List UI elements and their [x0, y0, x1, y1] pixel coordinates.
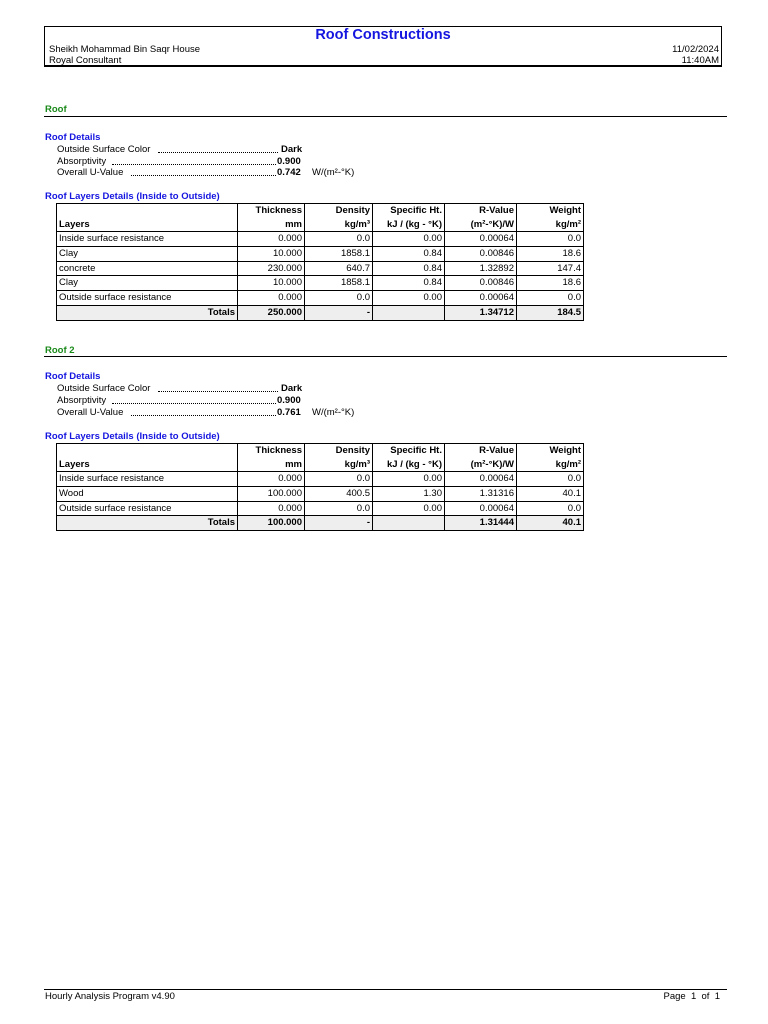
- section-divider: [44, 356, 727, 357]
- detail-label: Outside Surface Color: [57, 144, 151, 155]
- outside-surface-color-row: [57, 383, 377, 394]
- report-time: 11:40AM: [681, 55, 719, 66]
- program-name: Hourly Analysis Program v4.90: [45, 991, 175, 1002]
- dotted-leader: [158, 152, 278, 153]
- dotted-leader: [112, 403, 276, 404]
- thickness-cell: 0.000: [238, 472, 305, 487]
- table-header-row: [57, 204, 584, 218]
- thickness-cell: 100.000: [238, 487, 305, 502]
- thickness-cell: 0.000: [238, 501, 305, 516]
- layers-heading: Roof Layers Details (Inside to Outside): [45, 191, 220, 202]
- total-thickness: 250.000: [238, 305, 305, 320]
- density-cell: 1858.1: [305, 247, 373, 262]
- roof-details-heading: Roof Details: [45, 132, 101, 143]
- detail-label: Outside Surface Color: [57, 383, 151, 394]
- col-header-r-value: R-Value: [445, 444, 517, 458]
- unit-r-value: (m²-°K)/W: [445, 218, 517, 232]
- footer-divider: [44, 989, 727, 990]
- weight-cell: 40.1: [517, 487, 584, 502]
- specific-heat-cell: 0.00: [373, 232, 445, 247]
- r-value-cell: 0.00064: [445, 472, 517, 487]
- total-density: -: [305, 305, 373, 320]
- col-header-r-value: R-Value: [445, 204, 517, 218]
- total-specific-heat: [373, 516, 445, 531]
- total-r-value: 1.34712: [445, 305, 517, 320]
- specific-heat-cell: 0.84: [373, 276, 445, 291]
- project-name: Sheikh Mohammad Bin Saqr House: [49, 44, 201, 55]
- detail-value: Dark: [281, 144, 303, 155]
- density-cell: 640.7: [305, 261, 373, 276]
- overall-u-value-row: [57, 407, 377, 418]
- weight-cell: 18.6: [517, 276, 584, 291]
- r-value-cell: 0.00846: [445, 247, 517, 262]
- unit-thickness: mm: [238, 218, 305, 232]
- layers-heading: Roof Layers Details (Inside to Outside): [45, 431, 220, 442]
- unit-specific-heat: kJ / (kg - °K): [373, 458, 445, 472]
- table-header-row: [57, 444, 584, 458]
- weight-cell: 0.0: [517, 232, 584, 247]
- density-cell: 400.5: [305, 487, 373, 502]
- layer-name: Outside surface resistance: [57, 501, 238, 516]
- specific-heat-cell: 0.00: [373, 472, 445, 487]
- table-unit-row: [57, 218, 584, 232]
- dotted-leader: [112, 164, 276, 165]
- col-header-density: Density: [305, 204, 373, 218]
- page-title: Roof Constructions: [315, 27, 451, 43]
- unit-r-value: (m²-°K)/W: [445, 458, 517, 472]
- table-row: [57, 261, 584, 276]
- col-header-weight: Weight: [517, 444, 584, 458]
- thickness-cell: 0.000: [238, 232, 305, 247]
- table-unit-row: [57, 458, 584, 472]
- total-specific-heat: [373, 305, 445, 320]
- r-value-cell: 0.00064: [445, 501, 517, 516]
- total-thickness: 100.000: [238, 516, 305, 531]
- col-header-thickness: Thickness: [238, 204, 305, 218]
- dotted-leader: [158, 391, 278, 392]
- roof-2-layers-table: [56, 443, 584, 531]
- layer-name: Inside surface resistance: [57, 232, 238, 247]
- dotted-leader: [131, 175, 276, 176]
- specific-heat-cell: 0.84: [373, 247, 445, 262]
- detail-label: Overall U-Value: [57, 407, 124, 418]
- layer-name: Clay: [57, 276, 238, 291]
- table-row: [57, 472, 584, 487]
- weight-cell: 0.0: [517, 291, 584, 306]
- totals-row: [57, 305, 584, 320]
- detail-label: Absorptivity: [57, 156, 107, 167]
- table-row: [57, 487, 584, 502]
- col-header-layers-top: [57, 444, 238, 458]
- col-header-layers: Layers: [57, 218, 238, 232]
- thickness-cell: 10.000: [238, 247, 305, 262]
- total-weight: 184.5: [517, 305, 584, 320]
- table-row: [57, 501, 584, 516]
- r-value-cell: 1.32892: [445, 261, 517, 276]
- unit-density: kg/m³: [305, 218, 373, 232]
- density-cell: 0.0: [305, 291, 373, 306]
- density-cell: 0.0: [305, 472, 373, 487]
- r-value-cell: 0.00846: [445, 276, 517, 291]
- weight-cell: 0.0: [517, 472, 584, 487]
- section-divider: [44, 116, 727, 117]
- col-header-specific-heat: Specific Ht.: [373, 444, 445, 458]
- specific-heat-cell: 1.30: [373, 487, 445, 502]
- thickness-cell: 230.000: [238, 261, 305, 276]
- detail-value: 0.742: [277, 167, 301, 178]
- outside-surface-color-row: [57, 144, 377, 155]
- detail-label: Absorptivity: [57, 395, 107, 406]
- layer-name: concrete: [57, 261, 238, 276]
- table-row: [57, 247, 584, 262]
- table-row: [57, 291, 584, 306]
- thickness-cell: 0.000: [238, 291, 305, 306]
- detail-value: 0.761: [277, 407, 301, 418]
- layer-name: Clay: [57, 247, 238, 262]
- overall-u-value-row: [57, 167, 377, 178]
- col-header-density: Density: [305, 444, 373, 458]
- col-header-layers: Layers: [57, 458, 238, 472]
- totals-label: Totals: [57, 516, 238, 531]
- col-header-specific-heat: Specific Ht.: [373, 204, 445, 218]
- density-cell: 0.0: [305, 501, 373, 516]
- roof-2-section-title: Roof 2: [45, 345, 75, 356]
- unit-density: kg/m³: [305, 458, 373, 472]
- detail-value: 0.900: [277, 156, 301, 167]
- density-cell: 1858.1: [305, 276, 373, 291]
- absorptivity-row: [57, 156, 377, 167]
- weight-cell: 147.4: [517, 261, 584, 276]
- table-row: [57, 232, 584, 247]
- layer-name: Outside surface resistance: [57, 291, 238, 306]
- roof-2-details-heading: Roof Details: [45, 371, 101, 382]
- company-name: Royal Consultant: [49, 55, 122, 66]
- report-header: [44, 26, 722, 67]
- layer-name: Inside surface resistance: [57, 472, 238, 487]
- detail-unit: W/(m²-°K): [312, 167, 355, 178]
- dotted-leader: [131, 415, 276, 416]
- r-value-cell: 0.00064: [445, 291, 517, 306]
- totals-row: [57, 516, 584, 531]
- unit-weight: kg/m²: [517, 458, 584, 472]
- weight-cell: 0.0: [517, 501, 584, 516]
- table-row: [57, 276, 584, 291]
- specific-heat-cell: 0.84: [373, 261, 445, 276]
- unit-thickness: mm: [238, 458, 305, 472]
- total-weight: 40.1: [517, 516, 584, 531]
- col-header-weight: Weight: [517, 204, 584, 218]
- detail-unit: W/(m²-°K): [312, 407, 355, 418]
- col-header-thickness: Thickness: [238, 444, 305, 458]
- roof-layers-table: [56, 203, 584, 321]
- roof-section-title: Roof: [45, 104, 67, 115]
- unit-weight: kg/m²: [517, 218, 584, 232]
- thickness-cell: 10.000: [238, 276, 305, 291]
- totals-label: Totals: [57, 305, 238, 320]
- specific-heat-cell: 0.00: [373, 291, 445, 306]
- total-density: -: [305, 516, 373, 531]
- col-header-layers-top: [57, 204, 238, 218]
- density-cell: 0.0: [305, 232, 373, 247]
- report-date: 11/02/2024: [672, 44, 719, 55]
- layer-name: Wood: [57, 487, 238, 502]
- specific-heat-cell: 0.00: [373, 501, 445, 516]
- r-value-cell: 1.31316: [445, 487, 517, 502]
- detail-label: Overall U-Value: [57, 167, 124, 178]
- absorptivity-row: [57, 395, 377, 406]
- total-r-value: 1.31444: [445, 516, 517, 531]
- detail-value: 0.900: [277, 395, 301, 406]
- unit-specific-heat: kJ / (kg - °K): [373, 218, 445, 232]
- detail-value: Dark: [281, 383, 303, 394]
- page-number: Page 1 of 1: [663, 991, 720, 1002]
- r-value-cell: 0.00064: [445, 232, 517, 247]
- weight-cell: 18.6: [517, 247, 584, 262]
